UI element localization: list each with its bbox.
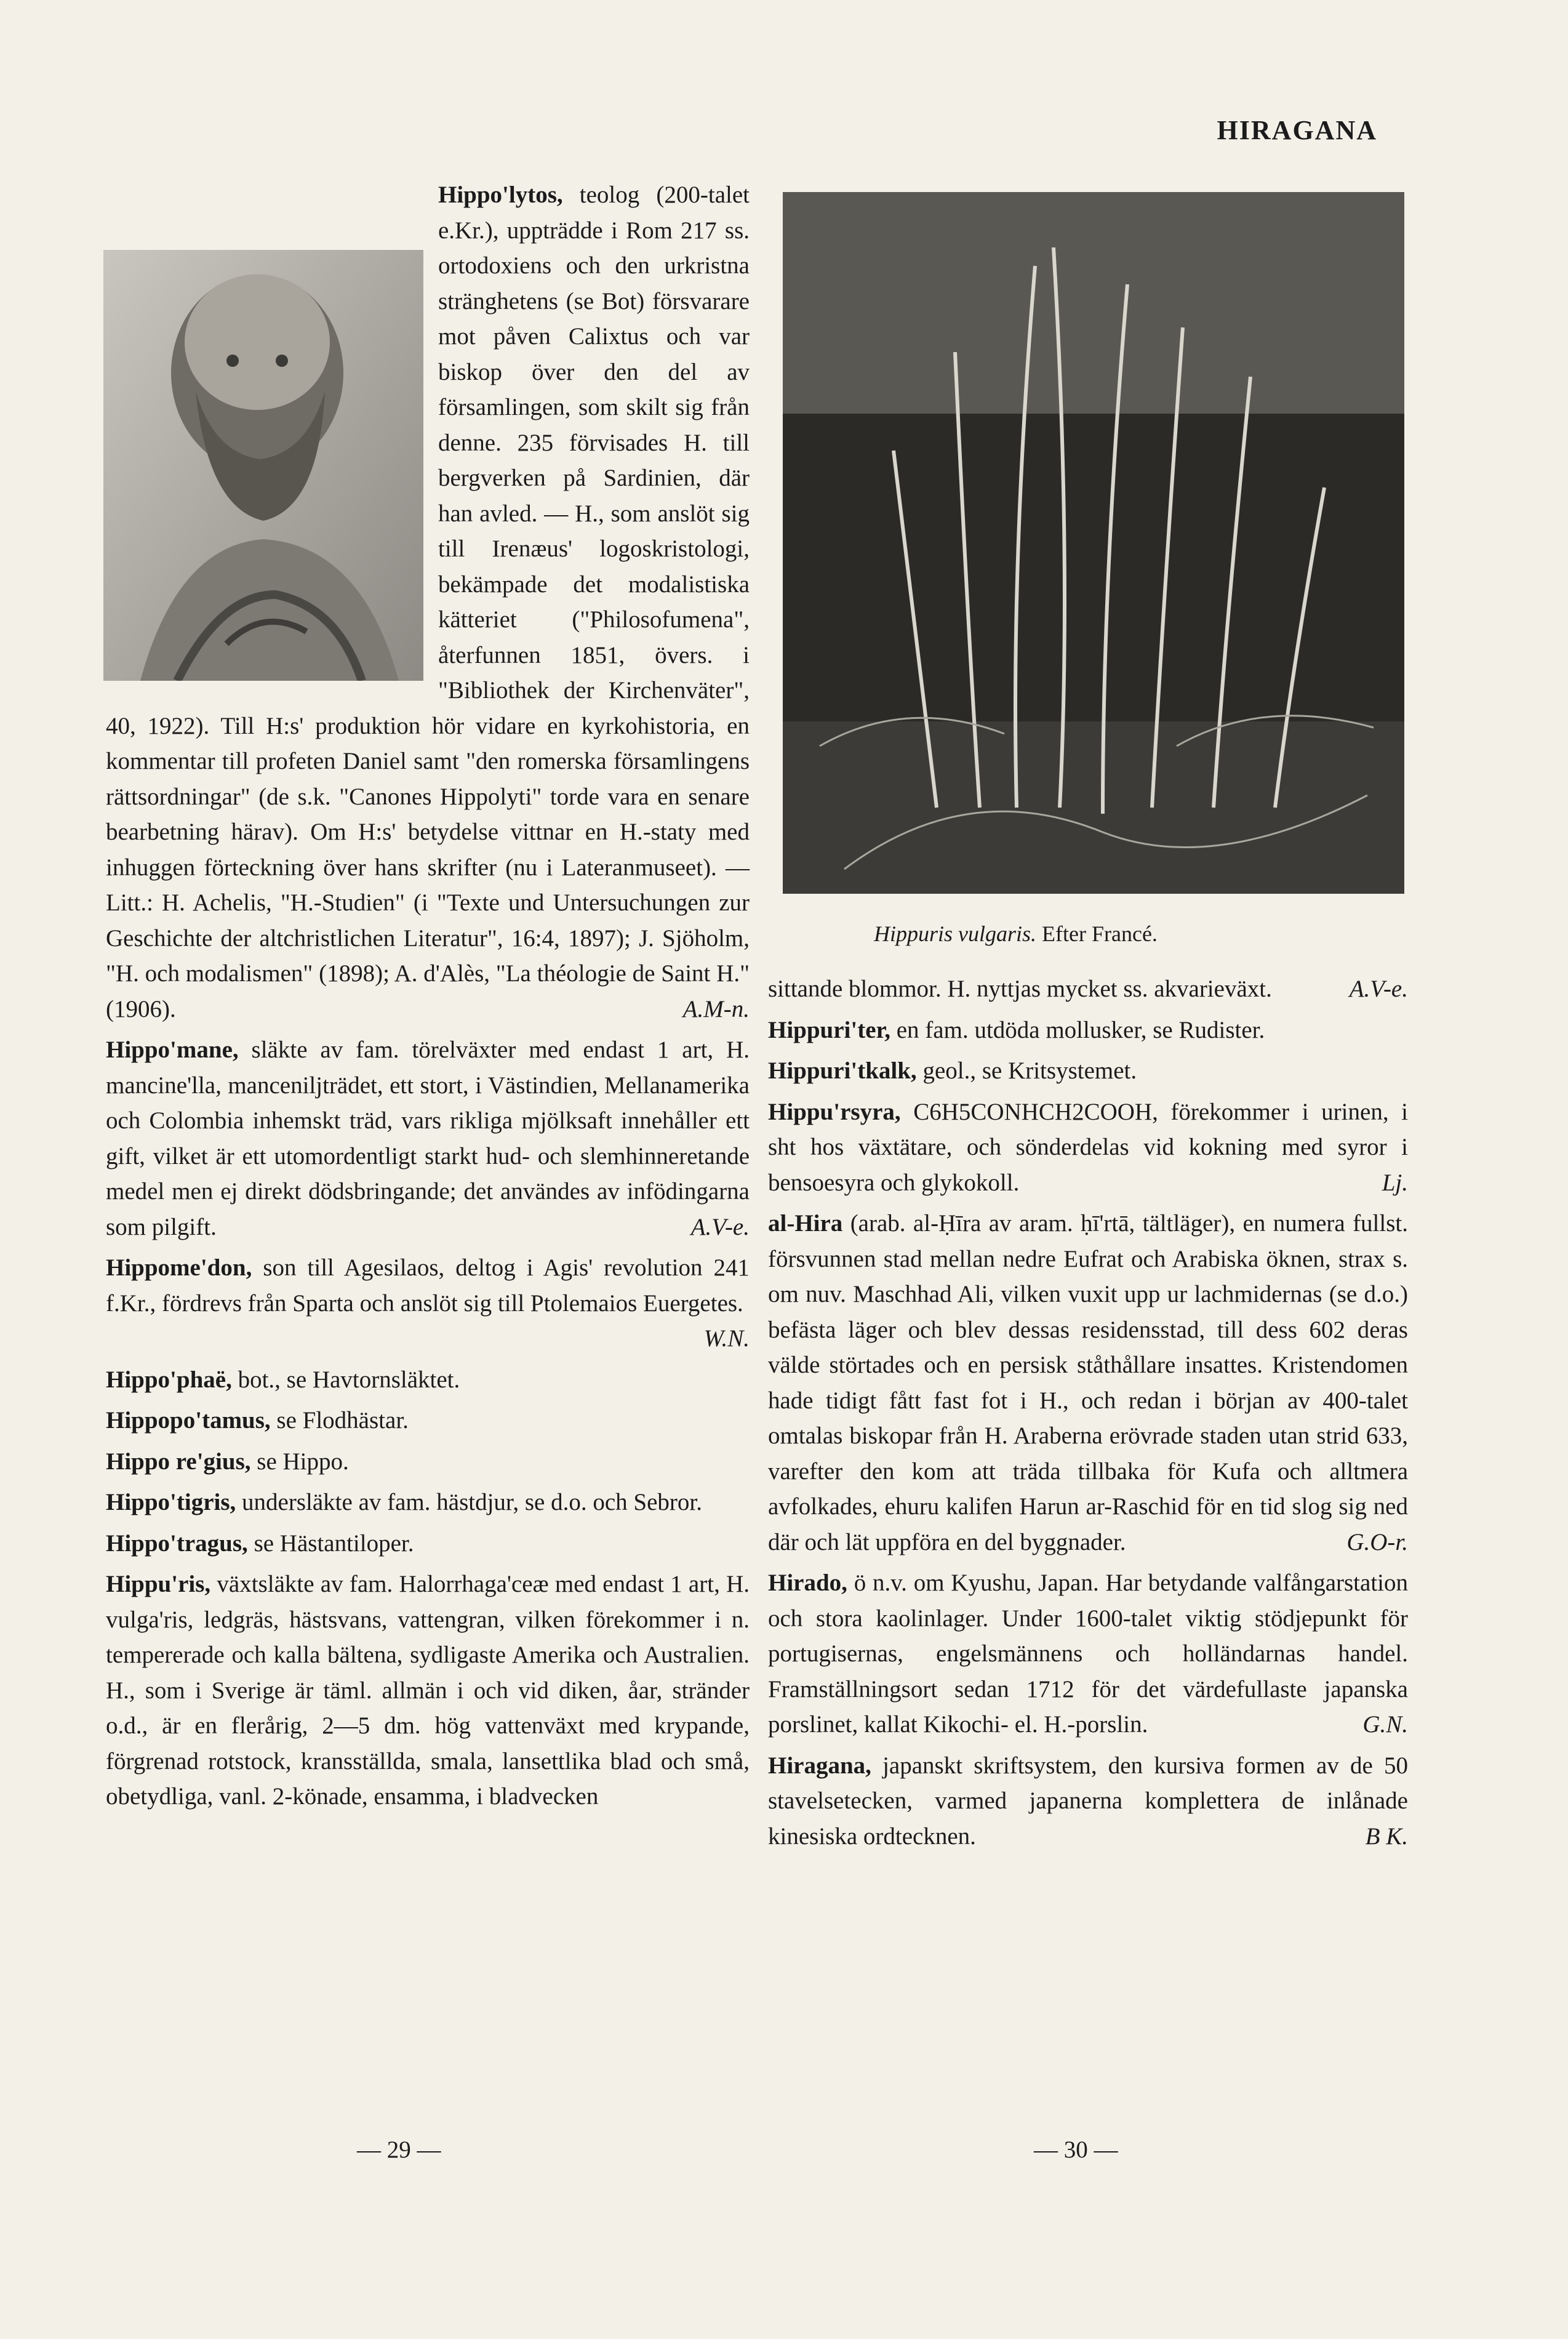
hippuris-photo: [783, 192, 1404, 894]
photo-caption: Hippuris vulgaris. Efter Francé.: [874, 921, 1158, 946]
entry-hippuris: Hippu'ris, växtsläkte av fam. Halorrhaga'ceæ med endast 1 art, H. vulga'ris, ledgräs, hästsvans, vattengran, vilken förekommer i n. tempererade och kalla bältena, sydligaste Amerika och Australien. H., som i Sverige är täml. allmän i och vid diken, åar, stränder o.d., är en flerårig, 2—5 dm. hög vattenväxt med krypande, förgrenad rotstock, kransställda, smala, lansettlika blad och små, obetydliga, vanl. 2-könade, ensamma, i bladvecken: [106, 1571, 750, 1810]
entry-hippophae: Hippo'phaë, bot., se Havtornsläktet.: [106, 1366, 460, 1393]
entry-hippuritkalk: Hippuri'tkalk, geol., se Kritsystemet.: [768, 1057, 1137, 1084]
page-number-left: — 29 —: [357, 2136, 441, 2163]
entry-hippotigris: Hippo'tigris, undersläkte av fam. hästdjur, se d.o. och Sebror.: [106, 1489, 702, 1515]
entry-al-hira: al-Hira (arab. al-Ḥīra av aram. ḥī'rtā, tältläger), en numera fullst. försvunnen stad mellan nedre Eufrat och Arabiska öknen, strax s. om nuv. Maschhad Ali, vilken vuxit upp ur lachmidernas (se d.o.) befästa läger och blev dessas residensstad, till dess 602 deras välde störtades och en persisk ståthållare insattes. Kristendomen hade tidigt fått fast fot i H., och redan i början av 400-talet omtalas biskopar från H. Araberna erövrade staden utan strid 633, varefter den kom att träda tillbaka för Kufa och alltmera avfolkades, ehuru kalifen Harun ar-Raschid för en tid slog sig ned där och lät uppföra en del byggnader. G.O-r.: [768, 1210, 1408, 1555]
entry-hippotragus: Hippo'tragus, se Hästantiloper.: [106, 1530, 414, 1557]
entry-hippuris-cont: sittande blommor. H. nyttjas mycket ss. akvarieväxt. A.V-e.: [768, 976, 1408, 1002]
left-column: [106, 177, 750, 1820]
entry-hiragana: Hiragana, japanskt skriftsystem, den kursiva formen av de 50 stavelsetecken, varmed japanerna komplettera de inlånade kinesiska ordtecknen. B K.: [768, 1752, 1408, 1850]
entry-hippo-regius: Hippo re'gius, se Hippo.: [106, 1448, 349, 1475]
entry-hippomedon: Hippome'don, son till Agesilaos, deltog i Agis' revolution 241 f.Kr., fördrevs från Sparta och anslöt sig till Ptolemaios Euergetes. W.N.: [106, 1254, 750, 1352]
entry-hippolytos: Hippo'lytos, teolog (200-talet e.Kr.), uppträdde i Rom 217 ss. ortodoxiens och den urkristna stränghetens (se Bot) försvarare mot påven Calixtus och var biskop över den del av församlingen, som skilt sig från denne. 235 förvisades H. till bergverken på Sardinien, där han avled. — H., som anslöt sig till Irenæus' logoskristologi, bekämpade det modalistiska kätteriet ("Philosofumena", återfunnen 1851, övers. i "Bibliothek der Kirchenväter", 40, 1922). Till H:s' produktion hör vidare en kyrkohistoria, en kommentar till profeten Daniel samt "den romerska församlingens rättsordningar" (de s.k. "Canones Hippolyti" torde vara en senare bearbetning härav). Om H:s' betydelse vittnar en H.-staty med inhuggen förteckning över hans skrifter (nu i Lateranmuseet). — Litt.: H. Achelis, "H.-Studien" (i "Texte und Untersuchungen zur Geschichte der altchristlichen Literatur", 16:4, 1897); J. Sjöholm, "H. och modalismen" (1898); A. d'Alès, "La théologie de Saint H." (1906). A.M-n.: [106, 182, 750, 1022]
entry-hippopotamus: Hippopo'tamus, se Flodhästar.: [106, 1407, 409, 1434]
page-number-right: — 30 —: [1034, 2136, 1118, 2163]
hippolytos-portrait: [103, 250, 423, 681]
entry-hippomane: Hippo'mane, släkte av fam. törelväxter med endast 1 art, H. mancine'lla, manceniljträdet, ett stort, i Västindien, Mellanamerika och Colombia inhemskt träd, vars rikliga mjölksaft innehåller ett gift, vilket är ett utomordentligt starkt hud- och slemhinneretande medel men ej direkt dödsbringande; det användes av infödingarna som pilgift. A.V-e.: [106, 1037, 750, 1240]
running-header: HIRAGANA: [1217, 115, 1377, 145]
entry-hippursyra: Hippu'rsyra, C6H5CONHCH2COOH, förekommer i urinen, i sht hos växtätare, och sönderdelas vid kokning med syror i bensoesyra och glykokoll. Lj.: [768, 1098, 1408, 1196]
entry-hippuriter: Hippuri'ter, en fam. utdöda mollusker, se Rudister.: [768, 1016, 1265, 1043]
entry-hirado: Hirado, ö n.v. om Kyushu, Japan. Har betydande valfångarstation och stora kaolinlager. Under 1600-talet viktig stödjepunkt för portugisernas, engelsmännens och holländarnas handel. Framställningsort sedan 1712 för det värdefullaste japanska porslinet, kallat Kikochi- el. H.-porslin. G.N.: [768, 1570, 1408, 1738]
right-column: [768, 971, 1408, 1860]
